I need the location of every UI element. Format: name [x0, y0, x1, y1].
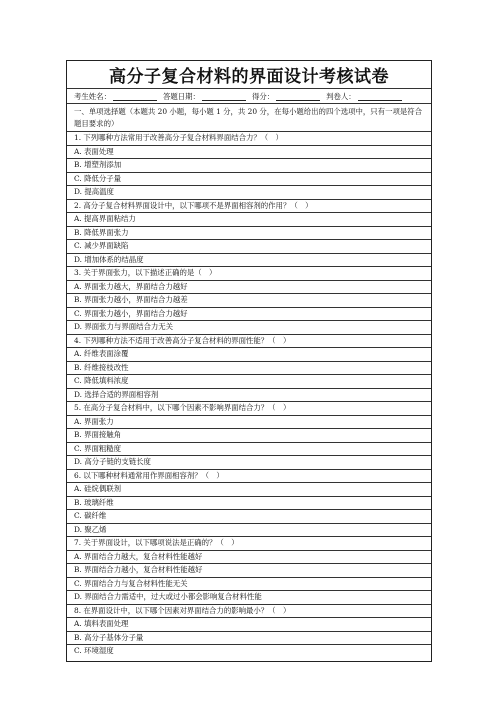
score-label: 得分： [251, 91, 275, 101]
answer-option[interactable]: C. 减少界面缺陷 [67, 240, 431, 254]
answer-option[interactable]: C. 降低分子量 [67, 173, 431, 187]
answer-option[interactable]: A. 纤维表面涂覆 [67, 348, 431, 362]
answer-option[interactable]: A. 填料表面处理 [67, 618, 431, 632]
answer-option[interactable]: D. 聚乙烯 [67, 524, 431, 538]
name-label: 考生姓名： [74, 91, 111, 101]
question-stem: 8. 在界面设计中，以下哪个因素对界面结合力的影响最小？（ ） [67, 605, 431, 619]
exam-sheet [66, 60, 432, 662]
answer-option[interactable]: C. 环境湿度 [74, 646, 114, 655]
answer-option[interactable]: A. 界面结合力越大，复合材料性能越好 [67, 551, 431, 565]
answer-option[interactable]: C. 降低填料浓度 [67, 375, 431, 389]
question-list [67, 132, 431, 658]
answer-option[interactable]: C. 界面张力越小，界面结合力越好 [67, 308, 431, 322]
grader-label: 判卷人： [326, 91, 356, 101]
answer-option[interactable]: D. 增加体系的结晶度 [67, 254, 431, 268]
question-stem: 5. 在高分子复合材料中，以下哪个因素不影响界面结合力？（ ） [67, 402, 431, 416]
answer-option[interactable]: A. 表面处理 [67, 146, 431, 160]
answer-option[interactable]: B. 玻璃纤维 [67, 497, 431, 511]
date-blank[interactable] [202, 92, 246, 101]
answer-option[interactable]: D. 选择合适的界面相容剂 [67, 389, 431, 403]
answer-option[interactable]: A. 硅烷偶联剂 [67, 483, 431, 497]
answer-option[interactable]: B. 增塑剂添加 [67, 159, 431, 173]
question-stem: 7. 关于界面设计，以下哪项说法是正确的？（ ） [67, 537, 431, 551]
date-label: 答题日期： [162, 91, 200, 101]
question-stem: 6. 以下哪种材料通常用作界面相容剂？（ ） [67, 470, 431, 484]
answer-option[interactable]: A. 界面张力越大，界面结合力越好 [67, 281, 431, 295]
question-stem: 4. 下列哪种方法不适用于改善高分子复合材料的界面性能？（ ） [67, 335, 431, 349]
answer-option[interactable]: D. 界面张力与界面结合力无关 [67, 321, 431, 335]
answer-option[interactable]: B. 界面接触角 [67, 429, 431, 443]
answer-option[interactable]: B. 界面张力越小，界面结合力越差 [67, 294, 431, 308]
answer-option[interactable]: B. 纤维接枝改性 [67, 362, 431, 376]
answer-option[interactable]: D. 提高温度 [67, 186, 431, 200]
question-stem: 1. 下列哪种方法常用于改善高分子复合材料界面结合力？（ ） [67, 132, 431, 146]
exam-title: 高分子复合材料的界面设计考核试卷 [67, 61, 431, 89]
grader-blank[interactable] [358, 92, 402, 101]
candidate-info-row [67, 89, 431, 104]
answer-option[interactable]: B. 降低界面张力 [67, 227, 431, 241]
question-stem: 3. 关于界面张力，以下描述正确的是（ ） [67, 267, 431, 281]
answer-option[interactable]: C. 界面粗糙度 [67, 443, 431, 457]
answer-option[interactable]: C. 碳纤维 [67, 510, 431, 524]
answer-option[interactable]: B. 高分子基体分子量 [67, 632, 431, 646]
score-blank[interactable] [276, 92, 320, 101]
question-stem: 2. 高分子复合材料界面设计中，以下哪项不是界面相容剂的作用？（ ） [67, 200, 431, 214]
answer-option[interactable]: A. 提高界面粘结力 [67, 213, 431, 227]
answer-option[interactable]: A. 界面张力 [67, 416, 431, 430]
answer-option[interactable]: B. 界面结合力越小，复合材料性能越好 [67, 564, 431, 578]
answer-option[interactable]: D. 高分子链的支链长度 [67, 456, 431, 470]
answer-option[interactable]: D. 界面结合力需适中，过大或过小都会影响复合材料性能 [67, 591, 431, 605]
answer-option[interactable]: C. 界面结合力与复合材料性能无关 [67, 578, 431, 592]
section-header: 一、单项选择题（本题共 20 小题，每小题 1 分，共 20 分，在每小题给出的四个选项中，只有一项是符合题目要求的） [67, 104, 431, 132]
name-blank[interactable] [113, 92, 157, 101]
